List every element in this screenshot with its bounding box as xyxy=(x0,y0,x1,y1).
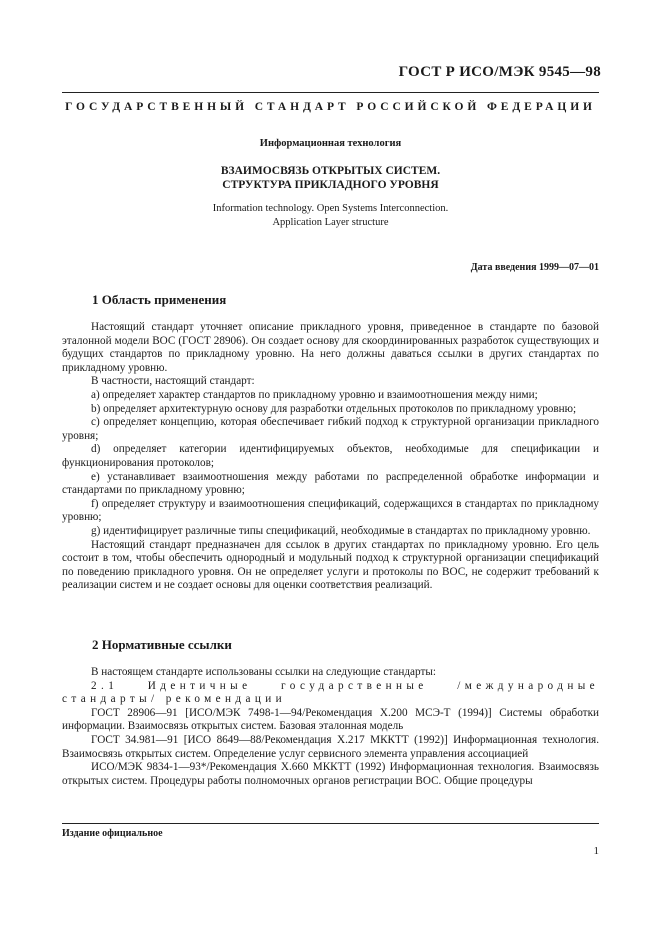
introduction-date: Дата введения 1999—07—01 xyxy=(470,262,599,273)
reference-gost-28906: ГОСТ 28906—91 [ИСО/МЭК 7498-1—94/Рекомендация X.200 МСЭ-Т (1994)] Системы обработки информации. Взаимосвязь открытых систем. Базовая эталонная модель xyxy=(62,706,599,733)
section-2-subheading: 2.1 Идентичные государственные /международные стандарты/ рекомендации xyxy=(62,679,599,706)
scope-item-g: g) идентифицирует различные типы спецификаций, необходимые в стандартах по прикладному уровню. xyxy=(91,524,591,537)
header-rule xyxy=(62,92,599,93)
section-2-intro: В настоящем стандарте использованы ссылки на следующие стандарты: xyxy=(91,666,436,678)
section-2-body xyxy=(62,666,599,788)
scope-item-d: d) определяет категории идентифицируемых объектов, необходимые для спецификации и функционирования протоколов; xyxy=(62,443,599,469)
official-edition-label: Издание официальное xyxy=(62,828,163,839)
english-title-line-1: Information technology. Open Systems Interconnection. xyxy=(212,203,449,214)
scope-item-b: b) определяет архитектурную основу для разработки отдельных протоколов по прикладному уровню; xyxy=(91,402,577,415)
section-1-closing-paragraph: Настоящий стандарт предназначен для ссылок в других стандартах по прикладному уровню. Его цель состоит в том, чтобы обеспечить однородный и модульный подход к структурной организации спецификаций по поведению прикладного уровня. Он не определяет услуги и протоколы по ВОС, не содержит требований к реализации систем и не создает основы для оценки соответствия реализаций. xyxy=(62,538,599,592)
document-title xyxy=(62,164,599,192)
document-title-line-1: ВЗАИМОСВЯЗЬ ОТКРЫТЫХ СИСТЕМ. xyxy=(220,165,441,177)
page-number: 1 xyxy=(593,845,599,857)
document-category: Информационная технология xyxy=(259,138,402,149)
english-title-line-2: Application Layer structure xyxy=(272,217,389,228)
scope-item-f: f) определяет структуру и взаимоотношения спецификаций, содержащихся в стандартах по прикладному уровню; xyxy=(62,497,599,524)
standard-code: ГОСТ Р ИСО/МЭК 9545—98 xyxy=(398,64,601,80)
reference-gost-34-981: ГОСТ 34.981—91 [ИСО 8649—88/Рекомендация X.217 МККТТ (1992)] Информационная технология. Взаимосвязь открытых систем. Определение услуг сервисного элемента управления ассоциацией xyxy=(62,733,599,760)
section-1-paragraph: Настоящий стандарт уточняет описание прикладного уровня, приведенное в стандарте по базовой эталонной модели ВОС (ГОСТ 28906). Он создает основу для скоординированных разработок существующих и будущих стандартов по прикладному уровню. На него должны даваться ссылки в других стандартах по прикладному уровню. xyxy=(62,321,599,374)
scope-item-c: c) определяет концепцию, которая обеспечивает гибкий подход к структурной организации прикладного уровня; xyxy=(62,416,599,442)
english-title xyxy=(62,202,599,230)
section-2-heading: 2 Нормативные ссылки xyxy=(92,637,232,652)
document-title-line-2: СТРУКТУРА ПРИКЛАДНОГО УРОВНЯ xyxy=(222,179,439,191)
footer-rule xyxy=(62,823,599,824)
section-1-body xyxy=(62,321,599,593)
section-1-heading: 1 Область применения xyxy=(92,292,227,307)
reference-iso-9834-1: ИСО/МЭК 9834-1—93*/Рекомендация X.660 МККТТ (1992) Информационная технология. Взаимосвязь открытых систем. Процедуры работы полномочных органов регистрации ВОС. Общие процедуры xyxy=(62,761,599,787)
state-standard-title: ГОСУДАРСТВЕННЫЙ СТАНДАРТ РОССИЙСКОЙ ФЕДЕРАЦИИ xyxy=(65,101,596,113)
scope-item-a: a) определяет характер стандартов по прикладному уровню и взаимоотношения между ними; xyxy=(91,388,538,401)
section-1-paragraph: В частности, настоящий стандарт: xyxy=(91,375,255,388)
scope-item-e: e) устанавливает взаимоотношения между работами по распределенной обработке информации и стандартами по прикладному уровню; xyxy=(62,470,599,497)
